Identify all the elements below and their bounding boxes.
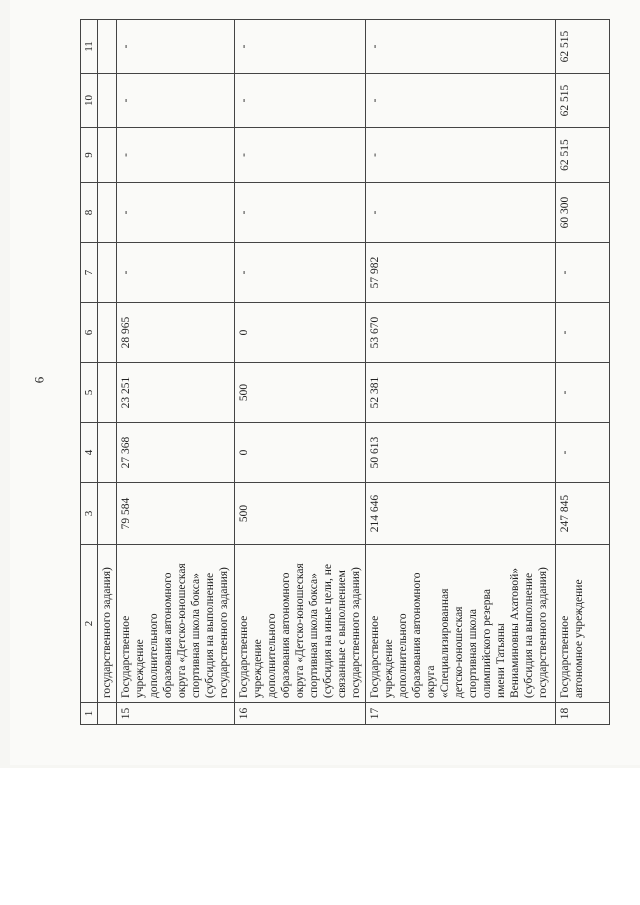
- value-cell: -: [235, 183, 366, 243]
- value-cell: 52 381: [366, 363, 556, 423]
- table-cell: [98, 363, 117, 423]
- table-cell: [98, 128, 117, 183]
- name-line: государственного задания): [350, 567, 362, 698]
- value-cell: 60 300: [556, 183, 610, 243]
- name-line: образования автономного: [411, 572, 423, 698]
- value-cell: 0: [235, 303, 366, 363]
- header-cell: 1: [81, 703, 98, 725]
- table-row: [117, 20, 235, 725]
- value-cell: -: [235, 74, 366, 128]
- value-cell: 500: [235, 483, 366, 545]
- page-number: 6: [31, 376, 47, 384]
- value-cell: 62 515: [556, 128, 610, 183]
- value-cell: 0: [235, 423, 366, 483]
- table-cell: [98, 703, 117, 725]
- value-cell: -: [235, 20, 366, 74]
- name-line: спортивная школа бокса»: [190, 573, 202, 698]
- value-cell: 53 670: [366, 303, 556, 363]
- rotated-table-container: [80, 20, 610, 725]
- header-cell: 10: [81, 74, 98, 128]
- name-line: дополнительного: [148, 613, 160, 698]
- value-cell: -: [235, 128, 366, 183]
- value-cell: 500: [235, 363, 366, 423]
- name-line: учреждение: [383, 639, 395, 698]
- name-line: Вениаминовны Ахатовой»: [509, 567, 521, 698]
- value-cell: -: [556, 363, 610, 423]
- value-cell: 247 845: [556, 483, 610, 545]
- value-cell: -: [556, 243, 610, 303]
- table-cell: [98, 20, 117, 74]
- value-cell: 50 613: [366, 423, 556, 483]
- row-number: 16: [235, 703, 366, 725]
- table-cell: [98, 183, 117, 243]
- header-cell: 3: [81, 483, 98, 545]
- name-line: округа «Детско-юношеская: [294, 563, 306, 698]
- name-line: округа «Детско-юношеская: [176, 563, 188, 698]
- value-cell: -: [366, 20, 556, 74]
- table-cell: [98, 303, 117, 363]
- header-cell: 11: [81, 20, 98, 74]
- value-cell: 27 368: [117, 423, 235, 483]
- table-cell: [98, 423, 117, 483]
- name-line: учреждение: [252, 639, 264, 698]
- institution-name: [235, 545, 366, 703]
- row-number: 18: [556, 703, 610, 725]
- value-cell: -: [235, 243, 366, 303]
- name-line: Государственное: [369, 615, 381, 698]
- value-cell: -: [117, 243, 235, 303]
- institution-name: [556, 545, 610, 703]
- header-cell: 8: [81, 183, 98, 243]
- name-line: олимпийского резерва: [481, 589, 493, 698]
- header-cell: 6: [81, 303, 98, 363]
- table-cell: [98, 483, 117, 545]
- header-row: [81, 20, 98, 725]
- name-line: (субсидия на выполнение: [523, 572, 535, 698]
- header-cell: 4: [81, 423, 98, 483]
- name-line: «Специализированная: [439, 588, 451, 698]
- continuation-text: государственного задания): [98, 545, 117, 703]
- value-cell: -: [117, 20, 235, 74]
- value-cell: 62 515: [556, 20, 610, 74]
- empty-area: [0, 768, 640, 905]
- value-cell: -: [556, 423, 610, 483]
- row-number: 15: [117, 703, 235, 725]
- name-line: государственного задания): [537, 567, 549, 698]
- budget-table: [80, 19, 610, 725]
- value-cell: -: [366, 128, 556, 183]
- table-row: [556, 20, 610, 725]
- value-cell: -: [117, 128, 235, 183]
- name-line: учреждение: [134, 639, 146, 698]
- name-line: связанные с выполнением: [336, 570, 348, 698]
- name-line: округа: [425, 665, 437, 698]
- value-cell: 79 584: [117, 483, 235, 545]
- table-frame: [80, 20, 610, 725]
- value-cell: -: [117, 74, 235, 128]
- value-cell: 57 982: [366, 243, 556, 303]
- value-cell: 214 646: [366, 483, 556, 545]
- value-cell: -: [117, 183, 235, 243]
- name-line: имени Татьяны: [495, 623, 507, 698]
- name-line: (субсидия на выполнение: [204, 572, 216, 698]
- table-row: [235, 20, 366, 725]
- row-number: 17: [366, 703, 556, 725]
- name-line: государственного задания): [218, 567, 230, 698]
- name-line: Государственное: [559, 615, 571, 698]
- header-cell: 7: [81, 243, 98, 303]
- value-cell: 62 515: [556, 74, 610, 128]
- table-cell: [98, 243, 117, 303]
- header-cell: 2: [81, 545, 98, 703]
- header-cell: 5: [81, 363, 98, 423]
- table-row: [366, 20, 556, 725]
- name-line: (субсидия на иные цели, не: [322, 564, 334, 698]
- name-line: автономное учреждение: [573, 579, 585, 698]
- name-line: дополнительного: [266, 613, 278, 698]
- table-cell: [98, 74, 117, 128]
- name-line: образования автономного: [280, 572, 292, 698]
- continuation-row: [98, 20, 117, 725]
- value-cell: -: [366, 183, 556, 243]
- value-cell: 23 251: [117, 363, 235, 423]
- name-line: дополнительного: [397, 613, 409, 698]
- value-cell: -: [556, 303, 610, 363]
- value-cell: 28 965: [117, 303, 235, 363]
- name-line: Государственное: [238, 615, 250, 698]
- institution-name: [366, 545, 556, 703]
- header-cell: 9: [81, 128, 98, 183]
- institution-name: [117, 545, 235, 703]
- name-line: образования автономного: [162, 572, 174, 698]
- name-line: спортивная школа: [467, 609, 479, 698]
- name-line: Государственное: [120, 615, 132, 698]
- name-line: детско-юношеская: [453, 606, 465, 698]
- value-cell: -: [366, 74, 556, 128]
- name-line: спортивная школа бокса»: [308, 573, 320, 698]
